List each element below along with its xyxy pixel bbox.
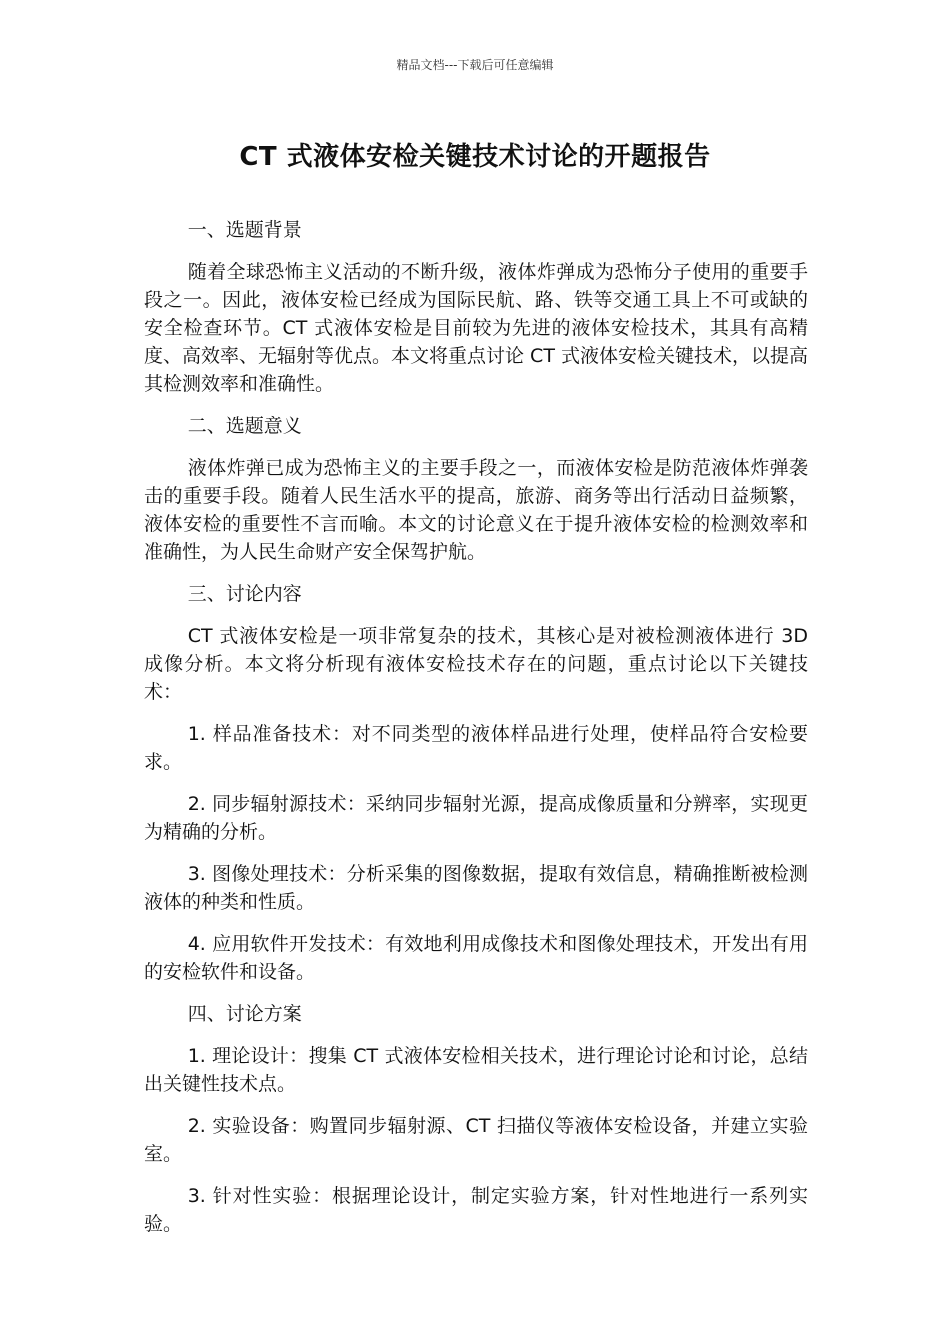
document-body — [144, 216, 808, 1252]
section-heading: 三、讨论内容 — [187, 583, 302, 605]
paragraph: 随着全球恐怖主义活动的不断升级，液体炸弹成为恐怖分子使用的重要手段之一。因此，液体安检已经成为国际民航、路、铁等交通工具上不可或缺的安全检查环节。CT 式液体安检是目前较为先进的液体安检技术，其具有高精度、高效率、无辐射等优点。本文将重点讨论 CT 式液体安检关键技术，以提高其检测效率和准确性。 — [144, 261, 808, 395]
list-item: 1. 理论设计：搜集 CT 式液体安检相关技术，进行理论讨论和讨论，总结出关键性技术点。 — [144, 1045, 808, 1095]
page-header: 精品文档---下载后可任意编辑 — [396, 58, 554, 72]
section-heading: 一、选题背景 — [187, 219, 302, 241]
list-item: 3. 针对性实验：根据理论设计，制定实验方案，针对性地进行一系列实验。 — [144, 1185, 808, 1235]
paragraph: CT 式液体安检是一项非常复杂的技术，其核心是对被检测液体进行 3D 成像分析。本文将分析现有液体安检技术存在的问题，重点讨论以下关键技术： — [144, 625, 808, 703]
list-item: 4. 应用软件开发技术：有效地利用成像技术和图像处理技术，开发出有用的安检软件和设备。 — [144, 933, 808, 983]
document-title: CT 式液体安检关键技术讨论的开题报告 — [239, 142, 711, 172]
section-heading: 四、讨论方案 — [187, 1003, 302, 1025]
list-item: 3. 图像处理技术：分析采集的图像数据，提取有效信息，精确推断被检测液体的种类和性质。 — [144, 863, 808, 913]
paragraph: 液体炸弹已成为恐怖主义的主要手段之一，而液体安检是防范液体炸弹袭击的重要手段。随着人民生活水平的提高，旅游、商务等出行活动日益频繁，液体安检的重要性不言而喻。本文的讨论意义在于提升液体安检的检测效率和准确性，为人民生命财产安全保驾护航。 — [144, 457, 808, 563]
list-item: 2. 同步辐射源技术：采纳同步辐射光源，提高成像质量和分辨率，实现更为精确的分析。 — [144, 793, 808, 843]
section-heading: 二、选题意义 — [187, 415, 302, 437]
list-item: 1. 样品准备技术：对不同类型的液体样品进行处理，使样品符合安检要求。 — [144, 723, 808, 773]
list-item: 2. 实验设备：购置同步辐射源、CT 扫描仪等液体安检设备，并建立实验室。 — [144, 1115, 808, 1165]
